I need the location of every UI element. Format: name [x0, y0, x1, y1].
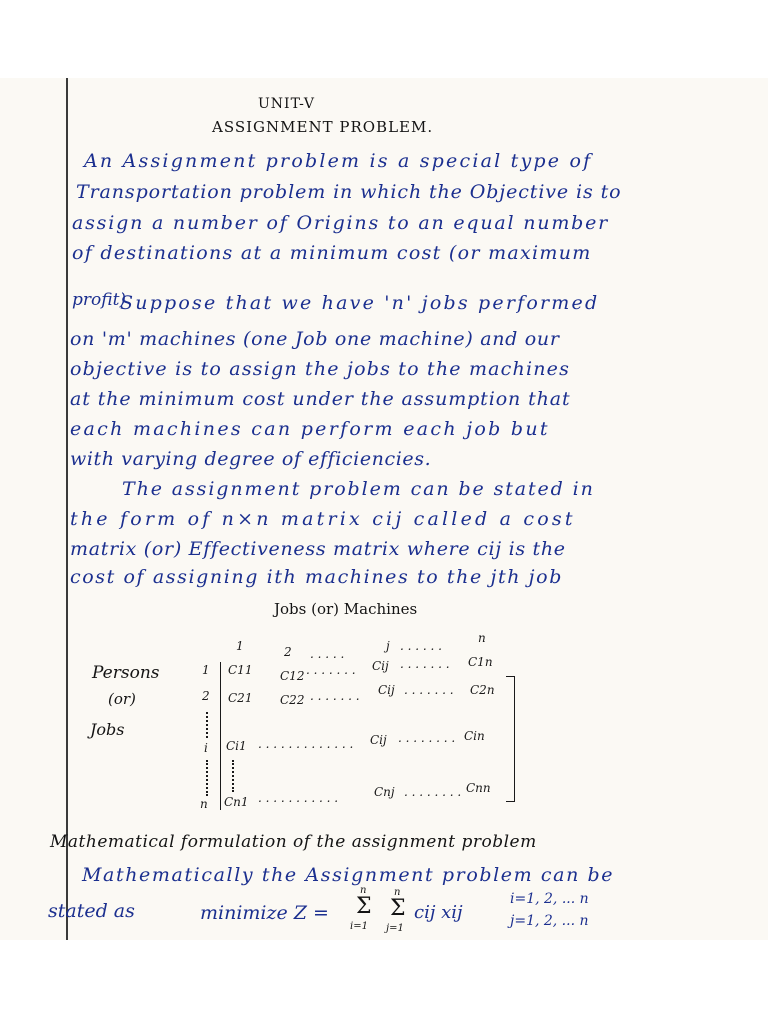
matrix-cell: C2n [470, 683, 495, 697]
para2-line6: with varying degree of efficiencies. [70, 448, 432, 470]
matrix-col-label: j [386, 639, 390, 653]
sum-symbol-i: Σ [356, 894, 372, 919]
col-dots: . . . . . . [400, 639, 442, 653]
matrix-col-label: 1 [236, 639, 244, 653]
matrix-cell: Cin [464, 729, 485, 743]
matrix-row-label: 2 [202, 689, 210, 703]
matrix-cell: C21 [228, 691, 253, 705]
matrix-cell: C22 [280, 693, 305, 707]
matrix-col-label: n [478, 631, 486, 645]
para3-line4: cost of assigning ith machines to the jth job [70, 566, 563, 588]
matrix-cell: Cij [378, 683, 395, 697]
para1-line4: of destinations at a minimum cost (or maximum [72, 242, 592, 264]
formulation-heading: Mathematical formulation of the assignment problem [50, 832, 537, 852]
matrix-col-label: 2 [284, 645, 292, 659]
para1-line5: profit) [72, 290, 127, 310]
matrix-cell: C12 [280, 669, 305, 683]
matrix-left-bracket [220, 662, 221, 810]
matrix-cell: Cnj [374, 785, 395, 799]
matrix-row-label: n [200, 797, 208, 811]
para1-line2: Transportation problem in which the Objective is to [76, 181, 622, 203]
page-title: ASSIGNMENT PROBLEM. [212, 118, 434, 136]
sum-symbol-j: Σ [390, 896, 406, 921]
sum-upper-j: n [394, 887, 401, 898]
matrix-row-label: i [204, 741, 208, 755]
row-label-dots [206, 712, 208, 738]
para2-line4: at the minimum cost under the assumption that [70, 388, 571, 410]
matrix-cell: Cij [372, 659, 389, 673]
unit-heading: UNIT-V [258, 96, 315, 112]
para1-line1: An Assignment problem is a special type of [84, 150, 593, 172]
row-dots: . . . . . . . [404, 683, 454, 697]
para2-line5: each machines can perform each job but [70, 418, 550, 440]
row-dots: . . . . . . . [400, 657, 450, 671]
para3-line2: the form of n×n matrix cij called a cost [70, 508, 576, 530]
margin-line [66, 78, 68, 940]
row-label-dots [206, 760, 208, 796]
matrix-cell: C1n [468, 655, 493, 669]
formulation-line1: Mathematically the Assignment problem can be [82, 864, 615, 886]
matrix-cell: Cij [370, 733, 387, 747]
matrix-cell: Cnn [466, 781, 491, 795]
sum-upper-i: n [360, 885, 367, 896]
index-j-range: j=1, 2, ... n [510, 913, 589, 929]
formulation-lead: stated as [48, 900, 135, 922]
row-dots: . . . . . . . . . . . [258, 791, 339, 805]
para2-line2: on 'm' machines (one Job one machine) and our [70, 328, 560, 350]
row-dots: . . . . . . . . [398, 731, 456, 745]
row-title-persons: Persons [92, 663, 160, 683]
row-dots: . . . . . . . [310, 689, 360, 703]
sum-lower-i: i=1 [350, 921, 368, 932]
col-dots: . . . . . [310, 647, 345, 661]
matrix-cell: C11 [228, 663, 253, 677]
matrix-right-bracket [506, 676, 515, 802]
matrix-cell: Ci1 [226, 739, 247, 753]
formulation-minimize: minimize Z = [200, 902, 329, 924]
para3-line1: The assignment problem can be stated in [122, 478, 595, 500]
para1-line3: assign a number of Origins to an equal number [72, 212, 610, 234]
row-dots: . . . . . . . . [404, 785, 462, 799]
sum-lower-j: j=1 [386, 923, 404, 934]
index-i-range: i=1, 2, ... n [510, 891, 589, 907]
column-dots [232, 760, 234, 792]
objective-term: cij xij [414, 902, 463, 923]
matrix-column-heading: Jobs (or) Machines [274, 600, 418, 618]
row-dots: . . . . . . . [306, 663, 356, 677]
matrix-row-label: 1 [202, 663, 210, 677]
para2-line3: objective is to assign the jobs to the machines [70, 358, 571, 380]
para2-line1: Suppose that we have 'n' jobs performed [120, 292, 600, 314]
row-title-jobs: Jobs [90, 720, 125, 739]
matrix-cell: Cn1 [224, 795, 249, 809]
para3-line3: matrix (or) Effectiveness matrix where cij is the [70, 538, 566, 560]
row-dots: . . . . . . . . . . . . . [258, 737, 354, 751]
row-title-or: (or) [108, 690, 136, 708]
